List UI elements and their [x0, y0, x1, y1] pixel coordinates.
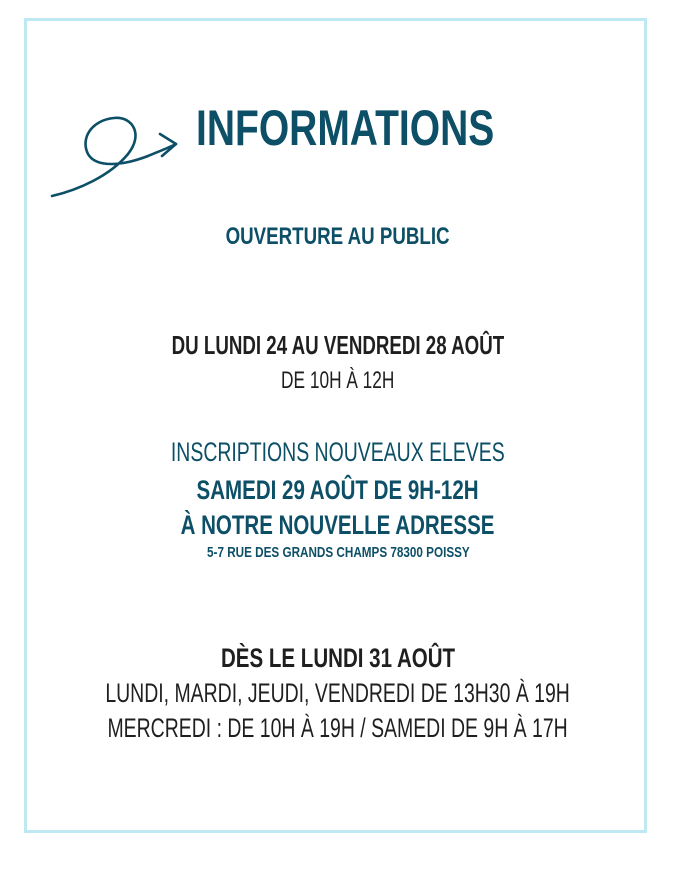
period-dates: DU LUNDI 24 AU VENDREDI 28 AOÛT: [171, 330, 505, 360]
opening-from: DÈS LE LUNDI 31 AOÛT: [220, 643, 456, 673]
swirl-arrow-icon: [48, 108, 182, 204]
opening-schedule-1: LUNDI, MARDI, JEUDI, VENDREDI DE 13H30 À 19H: [105, 678, 571, 708]
page-title: INFORMATIONS: [196, 100, 495, 156]
period-hours: DE 10H À 12H: [281, 367, 395, 394]
registration-date: SAMEDI 29 AOÛT DE 9H-12H: [196, 475, 480, 505]
registration-location: À NOTRE NOUVELLE ADRESSE: [181, 510, 495, 540]
registration-heading: INSCRIPTIONS NOUVEAUX ELEVES: [171, 437, 505, 467]
opening-schedule-2: MERCREDI : DE 10H À 19H / SAMEDI DE 9H À 17H: [107, 713, 569, 743]
registration-address: 5-7 RUE DES GRANDS CHAMPS 78300 POISSY: [206, 544, 470, 561]
subtitle: OUVERTURE AU PUBLIC: [226, 223, 450, 250]
